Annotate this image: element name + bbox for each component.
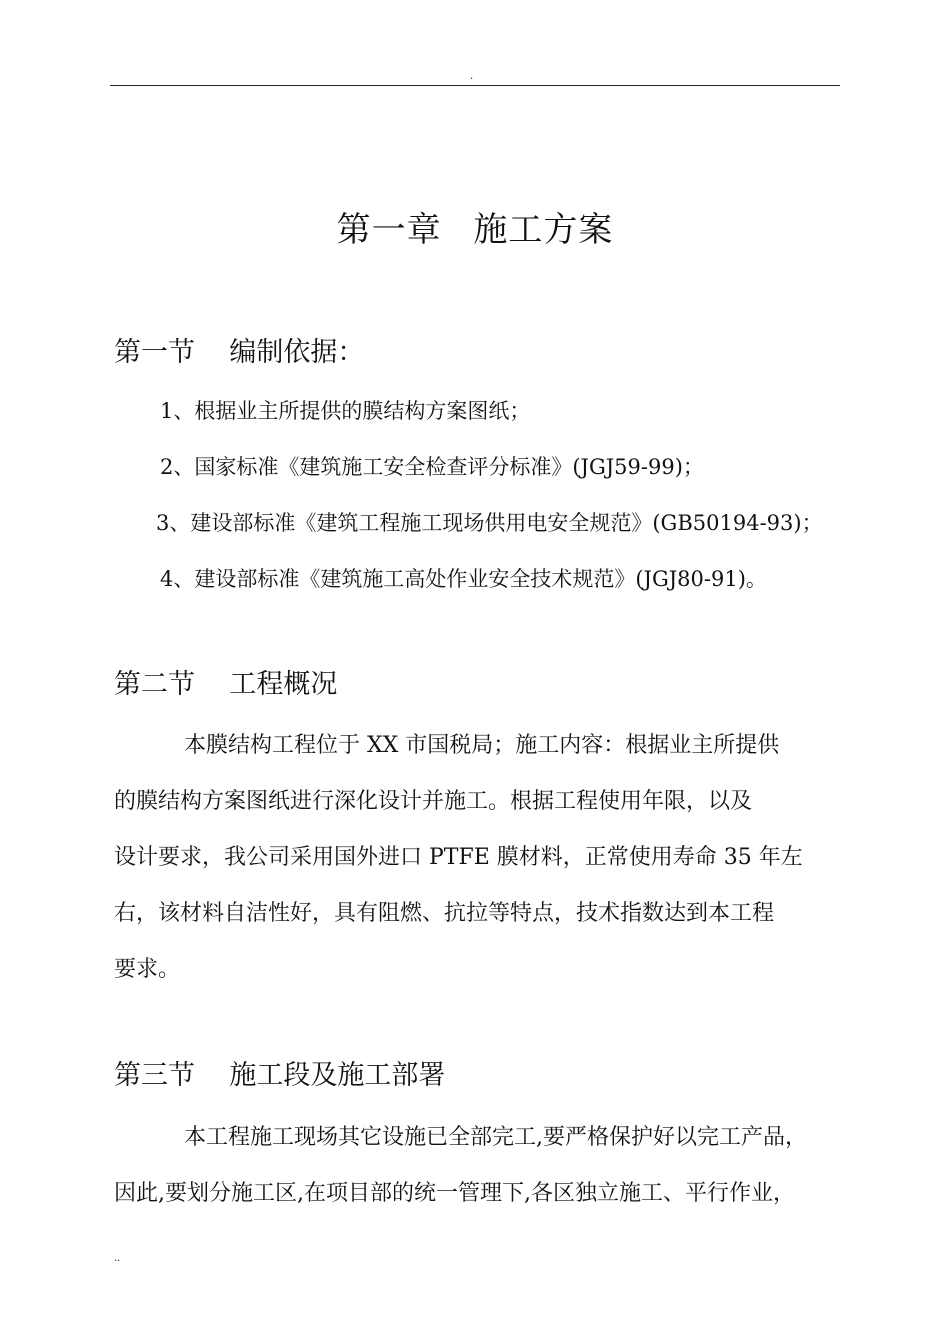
paragraph-line: 本膜结构工程位于 XX 市国税局；施工内容：根据业主所提供 [184, 733, 780, 758]
list-item: 1、根据业主所提供的膜结构方案图纸； [160, 399, 531, 423]
list-item: 4、建设部标准《建筑施工高处作业安全技术规范》(JGJ80-91)。 [160, 567, 767, 591]
list-item: 2、国家标准《建筑施工安全检查评分标准》(JGJ59-99)； [160, 455, 704, 479]
chapter-title: 第一章 施工方案 [336, 210, 614, 250]
section-heading-1: 第一节 编制依据： [114, 337, 365, 368]
list-item: 3、建设部标准《建筑工程施工现场供用电安全规范》(GB50194-93)； [156, 511, 823, 535]
section-heading-2: 第二节 工程概况 [114, 669, 338, 700]
header-rule [110, 85, 840, 86]
paragraph-line: 因此,要划分施工区,在项目部的统一管理下,各区独立施工、平行作业， [114, 1181, 795, 1206]
paragraph-line: 的膜结构方案图纸进行深化设计并施工。根据工程使用年限，以及 [114, 789, 753, 814]
paragraph-line: 本工程施工现场其它设施已全部完工,要严格保护好以完工产品， [184, 1125, 807, 1150]
footer-mark: .. [114, 1253, 121, 1264]
paragraph-line: 要求。 [114, 957, 181, 982]
paragraph-line: 设计要求，我公司采用国外进口 PTFE 膜材料，正常使用寿命 35 年左 [114, 845, 803, 870]
section-heading-3: 第三节 施工段及施工部署 [114, 1060, 446, 1091]
paragraph-line: 右，该材料自洁性好，具有阻燃、抗拉等特点，技术指数达到本工程 [114, 901, 775, 926]
header-mark: . [470, 71, 474, 82]
